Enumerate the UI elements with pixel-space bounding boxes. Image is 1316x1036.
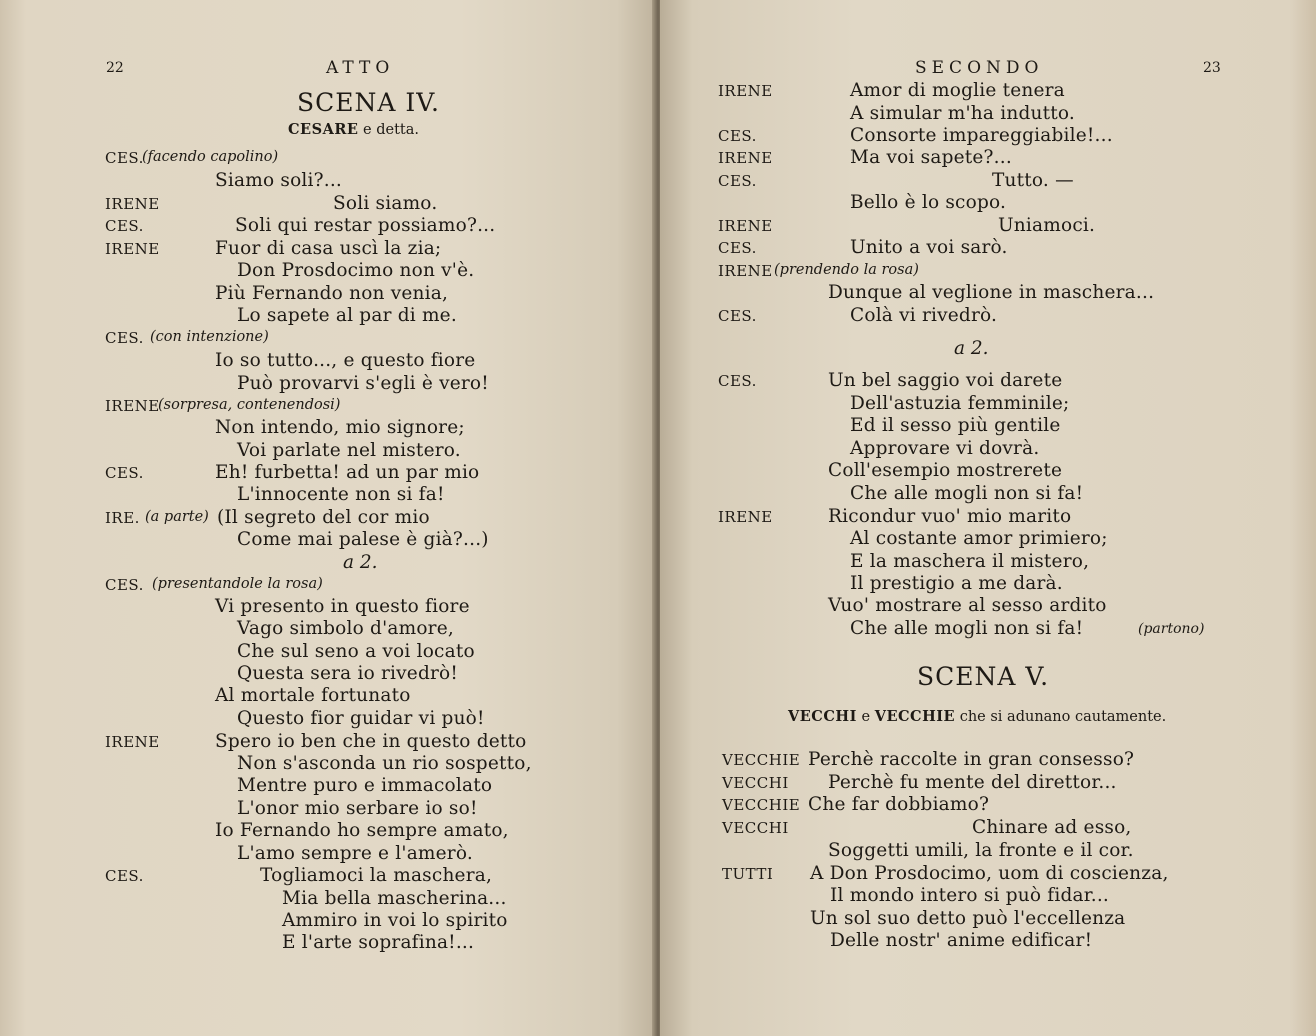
speaker: IRENE [105,397,160,415]
verse-line: Un sol suo detto può l'eccellenza [810,908,1126,929]
verse-line: Io Fernando ho sempre amato, [215,820,509,841]
character-name: VECCHIE [874,708,956,725]
verse-line: Io so tutto..., e questo fiore [215,350,476,371]
verse-line: Può provarvi s'egli è vero! [237,373,489,394]
character-name: VECCHI [788,708,857,725]
verse-line: Che far dobbiamo? [808,794,990,815]
verse-line: Che alle mogli non si fa! [850,483,1084,504]
verse-line: Spero io ben che in questo detto [215,731,527,752]
verse-line: Fuor di casa uscì la zia; [215,238,442,259]
verse-line: Uniamoci. [998,215,1096,236]
characters-line [788,708,1166,725]
page-number: 23 [1203,60,1221,76]
verse-line: Ricondur vuo' mio marito [828,506,1072,527]
verse-line: Questa sera io rivedrò! [237,663,459,684]
speaker: VECCHIE [722,796,801,814]
speaker: CES. [105,576,144,594]
stage-direction: (presentandole la rosa) [152,576,323,592]
verse-line: Che alle mogli non si fa! [850,618,1084,639]
stage-direction: (a parte) [145,509,209,525]
verse-line: Perchè raccolte in gran consesso? [808,749,1135,770]
verse-line: Voi parlate nel mistero. [237,440,461,461]
verse-line: Più Fernando non venia, [215,283,449,304]
verse-line: Soggetti umili, la fronte e il cor. [828,840,1134,861]
verse-line: Siamo soli?... [215,170,343,191]
speaker: CES. [105,867,144,885]
verse-line: Il mondo intero si può fidar... [830,885,1109,906]
verse-line: Tutto. — [992,170,1074,191]
characters-rest: e detta. [363,122,419,138]
speaker: CES. [718,372,757,390]
verse-line: Che sul seno a voi locato [237,641,475,662]
running-head: SECONDO [915,58,1044,78]
verse-line: Come mai palese è già?...) [237,529,489,550]
character-name: CESARE [288,121,359,138]
verse-line: Unito a voi sarò. [850,237,1008,258]
stage-direction: (sorpresa, contenendosi) [158,397,341,413]
speaker: CES. [718,307,757,325]
verse-line: Non intendo, mio signore; [215,417,465,438]
verse-line: Dell'astuzia femminile; [850,393,1070,414]
verse-line: Ed il sesso più gentile [850,415,1061,436]
stage-direction: (facendo capolino) [142,149,279,165]
verse-line: Soli qui restar possiamo?... [235,215,496,236]
speaker: CES. [718,127,757,145]
speaker: TUTTI [722,865,774,883]
verse-line: Al costante amor primiero; [850,528,1108,549]
stage-direction: (prendendo la rosa) [774,262,919,278]
verse-line: Non s'asconda un rio sospetto, [237,753,532,774]
verse-line: Ammiro in voi lo spirito [282,910,508,931]
verse-line: Colà vi rivedrò. [850,305,998,326]
speaker: IRE. [105,509,140,527]
verse-line: Chinare ad esso, [972,817,1132,838]
speaker: CES. [105,329,144,347]
exit-direction: (partono) [1138,621,1205,637]
verse-line: Consorte impareggiabile!... [850,125,1113,146]
verse-line: Vi presento in questo fiore [215,596,470,617]
verse-line: Al mortale fortunato [215,685,411,706]
stage-direction: (con intenzione) [150,329,269,345]
speaker: VECCHI [722,774,789,792]
verse-line: Il prestigio a me darà. [850,573,1063,594]
characters-line [288,121,419,138]
verse-line: L'amo sempre e l'amerò. [237,843,473,864]
verse-line: Ma voi sapete?... [850,147,1012,168]
speaker: CES. [105,149,144,167]
speaker: IRENE [105,733,160,751]
speaker: VECCHI [722,819,789,837]
verse-line: Bello è lo scopo. [850,192,1007,213]
speaker: IRENE [718,262,773,280]
verse-line: Don Prosdocimo non v'è. [237,260,475,281]
verse-line: Lo sapete al par di me. [237,305,457,326]
verse-line: Mentre puro e immacolato [237,775,493,796]
verse-line: Togliamoci la maschera, [260,865,493,886]
speaker: CES. [105,217,144,235]
verse-line: Coll'esempio mostrerete [828,460,1063,481]
verse-line: Questo fior guidar vi può! [237,708,485,729]
a-due-heading: a 2. [343,552,378,573]
verse-line: Dunque al veglione in maschera... [828,282,1155,303]
verse-line: E la maschera il mistero, [850,551,1090,572]
page-number: 22 [106,60,124,76]
verse-line: Vago simbolo d'amore, [237,618,454,639]
running-head: ATTO [326,58,395,78]
verse-line: Un bel saggio voi darete [828,370,1063,391]
verse-line: Approvare vi dovrà. [850,438,1040,459]
speaker: IRENE [105,240,160,258]
verse-line: Mia bella mascherina... [282,888,507,909]
scene-title: SCENA IV. [297,88,440,117]
verse-line: Delle nostr' anime edificar! [830,930,1093,951]
verse-line: Vuo' mostrare al sesso ardito [828,595,1107,616]
speaker: CES. [105,464,144,482]
speaker: VECCHIE [722,751,801,769]
verse-line: A simular m'ha indutto. [850,103,1075,124]
verse-line: (Il segreto del cor mio [217,507,430,528]
characters-conjunction: e [861,709,871,725]
speaker: CES. [718,239,757,257]
characters-rest: che si adunano cautamente. [959,709,1167,725]
verse-line: Amor di moglie tenera [850,80,1065,101]
a-due-heading: a 2. [954,338,989,359]
speaker: IRENE [718,82,773,100]
verse-line: E l'arte soprafina!... [282,932,475,953]
scene-title: SCENA V. [917,662,1050,691]
verse-line: A Don Prosdocimo, uom di coscienza, [810,863,1169,884]
verse-line: Eh! furbetta! ad un par mio [215,462,480,483]
speaker: CES. [718,172,757,190]
verse-line: L'innocente non si fa! [237,484,445,505]
verse-line: L'onor mio serbare io so! [237,798,478,819]
verse-line: Soli siamo. [333,193,438,214]
speaker: IRENE [718,149,773,167]
speaker: IRENE [105,195,160,213]
speaker: IRENE [718,508,773,526]
speaker: IRENE [718,217,773,235]
left-page [0,0,656,1036]
right-page [660,0,1316,1036]
verse-line: Perchè fu mente del direttor... [828,772,1117,793]
